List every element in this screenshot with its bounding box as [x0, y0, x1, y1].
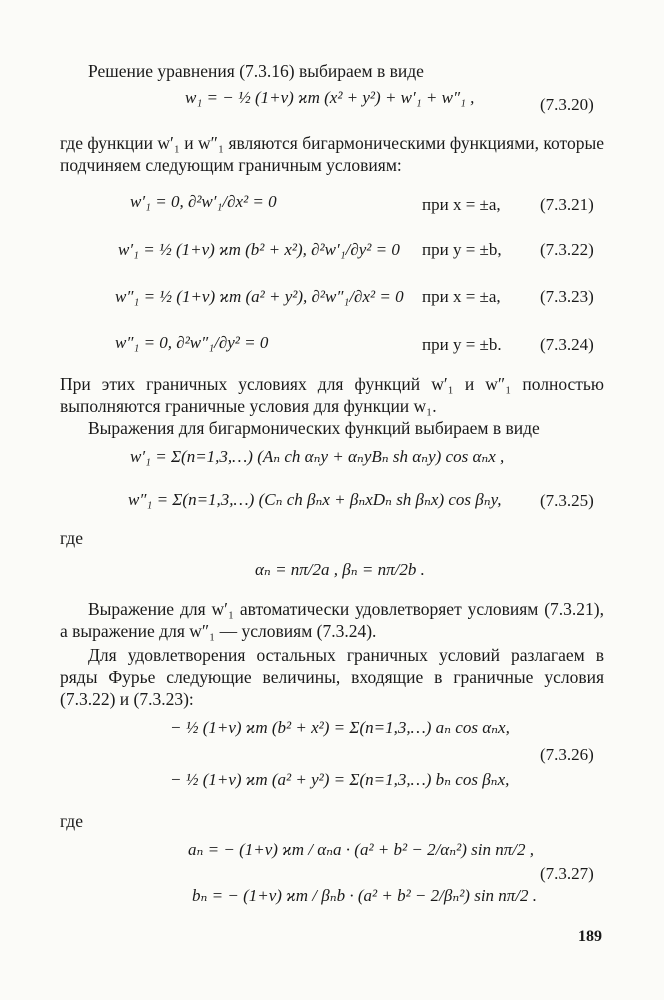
equation-7-3-27b: bₙ = − (1+ν) ϰт / βₙb · (a² + b² − 2/βₙ²) sin nπ/2 .	[192, 886, 538, 905]
paragraph-boundary: При этих граничных условиях для функций w′₁ и w″₁ полностью выполняются граничные условия для функции w₁.	[60, 374, 604, 416]
equation-7-3-25b: w″₁ = Σ(n=1,3,…) (Cₙ ch βₙx + βₙxDₙ sh βₙx) cos βₙy,	[128, 490, 502, 509]
equation-7-3-21: w′₁ = 0, ∂²w′₁/∂x² = 0	[130, 192, 277, 211]
equation-number: (7.3.23)	[540, 287, 594, 306]
equation-7-3-22: w′₁ = ½ (1+ν) ϰт (b² + x²), ∂²w′₁/∂y² = 0	[118, 240, 400, 259]
equation-number: (7.3.25)	[540, 491, 594, 510]
equation-7-3-27a: aₙ = − (1+ν) ϰт / αₙa · (a² + b² − 2/αₙ²) sin nπ/2 ,	[188, 840, 534, 859]
equation-number: (7.3.21)	[540, 195, 594, 214]
equation-7-3-20	[185, 88, 474, 108]
where-label: где	[60, 811, 83, 831]
equation-alpha-beta: αₙ = nπ/2a , βₙ = nπ/2b .	[255, 560, 425, 579]
equation-number: (7.3.27)	[540, 864, 594, 883]
equation-number: (7.3.22)	[540, 240, 594, 259]
equation-condition: при y = ±b,	[422, 240, 502, 259]
equation-number: (7.3.24)	[540, 335, 594, 354]
equation-condition: при x = ±a,	[422, 195, 501, 214]
equation-7-3-23: w″₁ = ½ (1+ν) ϰт (a² + y²), ∂²w″₁/∂x² = 0	[115, 287, 404, 306]
equation-7-3-25a: w′₁ = Σ(n=1,3,…) (Aₙ ch αₙy + αₙyBₙ sh αₙy) cos αₙx ,	[130, 447, 505, 466]
equation-body: w₁ = − ½ (1+ν) ϰт (x² + y²) + w′₁ + w″₁ ,	[185, 88, 475, 107]
paragraph-functions: где функции w′₁ и w″₁ являются бигармоническими функциями, которые подчиняем следующим граничным условиям:	[60, 133, 604, 175]
equation-number: (7.3.26)	[540, 745, 594, 764]
where-label: где	[60, 528, 83, 548]
equation-number: (7.3.20)	[540, 95, 594, 114]
equation-7-3-26b: − ½ (1+ν) ϰт (a² + y²) = Σ(n=1,3,…) bₙ cos βₙx,	[170, 770, 510, 789]
equation-7-3-24: w″₁ = 0, ∂²w″₁/∂y² = 0	[115, 333, 269, 352]
paragraph-fourier: Для удовлетворения остальных граничных условий разлагаем в ряды Фурье следующие величины, входящие в граничные условия (7.3.22) и (7.3.23):	[60, 645, 604, 709]
paragraph-intro: Решение уравнения (7.3.16) выбираем в виде	[88, 61, 424, 81]
equation-7-3-26a: − ½ (1+ν) ϰт (b² + x²) = Σ(n=1,3,…) aₙ cos αₙx,	[170, 718, 510, 737]
paragraph-expression: Выражение для w′₁ автоматически удовлетворяет условиям (7.3.21), а выражение для w″₁ — условиям (7.3.24).	[60, 599, 604, 641]
paragraph-biharmonic: Выражения для бигармонических функций выбираем в виде	[88, 418, 540, 438]
equation-condition: при x = ±a,	[422, 287, 501, 306]
page-number: 189	[578, 928, 602, 945]
equation-condition: при y = ±b.	[422, 335, 502, 354]
